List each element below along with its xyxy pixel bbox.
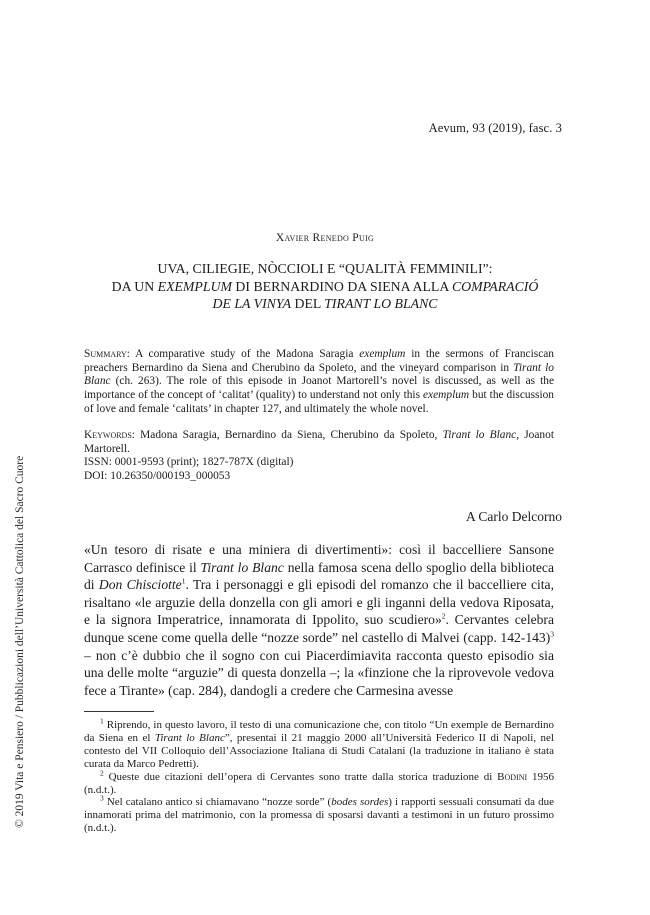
footnote-ref-1[interactable]: 1 (181, 576, 186, 586)
issn: ISSN: 0001-9593 (print); 1827-787X (digital) (84, 456, 294, 469)
keywords-block (84, 429, 554, 484)
footnotes (84, 716, 554, 835)
side-copyright-notice: © 2019 Vita e Pensiero / Pubblicazioni dell’Università Cattolica del Sacro Cuore (14, 455, 26, 828)
abstract-label: Summary: (84, 348, 130, 360)
title-line-2: DA UN EXEMPLUM DI BERNARDINO DA SIENA ALLA COMPARACIÓ (111, 278, 539, 294)
title-line-3: DE LA VINYA DEL TIRANT LO BLANC (212, 296, 438, 311)
footnote-3: $^3$ Nel catalano antico si chiamavano “nozze sorde” (bodes sordes) i rapporti sessuali consumati da due innamorati prima del matrimonio, con la promessa di sposarsi davanti a testimoni in un futuro prossimo (n.d.t.). (84, 793, 554, 835)
keywords-label: Keywords: (84, 429, 135, 441)
article-author: Xavier Renedo Puig (275, 232, 375, 244)
article-title (60, 260, 590, 313)
footnote-1: $^1$ Riprendo, in questo lavoro, il testo di una comunicazione che, con titolo “Un exemple de Bernardino da Siena en el Tirant lo Blanc”, presentai il 21 maggio 2000 all’Università Federico II di Napoli, nel contesto del VII Colloquio dell’Associazione Italiana di Studi Catalani (la traduzione in italiano è stata curata da Marco Pedretti). (84, 716, 554, 770)
keywords: Keywords: Madona Saragia, Bernardino da Siena, Cherubino da Spoleto, Tirant lo Blanc, Joanot Martorell. (84, 429, 554, 455)
abstract: Summary: A comparative study of the Madona Saragia exemplum in the sermons of Franciscan preachers Bernardino da Siena and Cherubino da Spoleto, and the vineyard comparison in Tirant lo Blanc (ch. 263). The role of this episode in Joanot Martorell’s novel is discussed, as well as the importance of the concept of ‘calitat’ (quality) to understand not only this exemplum but the discussion of love and female ‘calitats’ in chapter 127, and ultimately the whole novel. (84, 348, 554, 415)
body-paragraph: «Un tesoro di risate e una miniera di divertimenti»: così il baccelliere Sansone Carrasco definisce il Tirant lo Blanc nella famosa scena dello spoglio della biblioteca di Don Chisciotte$^1$. Tra i personaggi e gli episodi del romanzo che il baccelliere cita, risaltano «le arguzie della donzella con gli amori e gli inganni della vedova Riposata, e la signora Imperatrice, innamorata di Ippolito, suo scudiero»$^2$. Cervantes celebra dunque scene come quella delle “nozze sorde” nel castello di Malvei (capp. 142-143)$^3$ – non c’è dubbio che il sogno con cui Piacerdimiavita racconta questo episodio sia una delle molte “arguzie” di questa donzella –; la «finzione che la riprovevole vedova fece a Tirante» (cap. 284), dandogli a credere che Carmesina avesse (84, 542, 555, 698)
footnote-divider (84, 711, 154, 712)
doi: DOI: 10.26350/000193_000053 (84, 470, 231, 483)
title-line-1: UVA, CILIEGIE, NÒCCIOLI E “QUALITÀ FEMMINILI”: (157, 261, 493, 276)
footnote-2: $^2$ Queste due citazioni dell’opera di Cervantes sono tratte dalla storica traduzione di Bodini 1956 (n.d.t.). (84, 767, 554, 796)
footnote-ref-2[interactable]: 2 (441, 611, 446, 621)
journal-reference: Aevum, 93 (2019), fasc. 3 (428, 121, 562, 135)
dedication: A Carlo Delcorno (466, 509, 562, 524)
footnote-ref-3[interactable]: 3 (550, 629, 554, 639)
